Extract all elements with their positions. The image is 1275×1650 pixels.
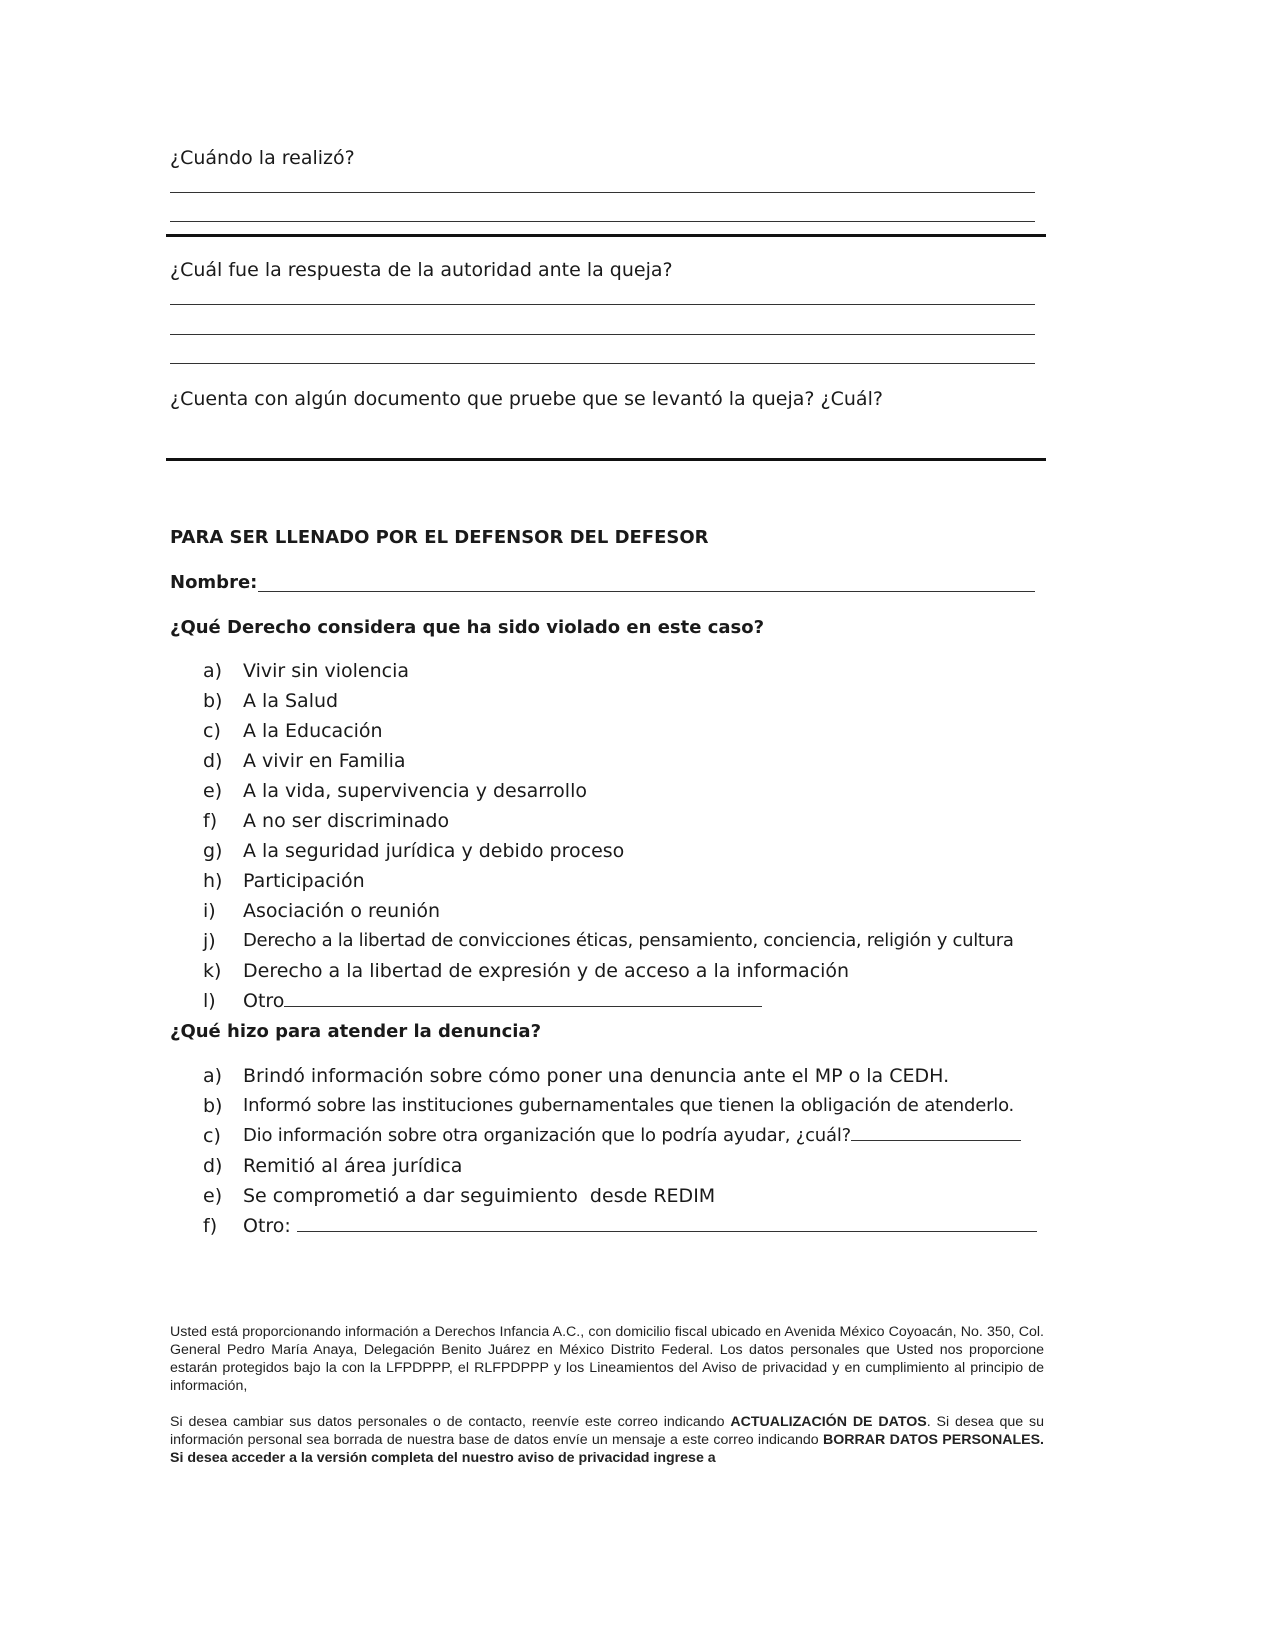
name-field[interactable] (258, 591, 1035, 592)
list-item[interactable] (203, 1061, 1043, 1091)
item-text: Participación (243, 870, 365, 892)
item-text: Brindó información sobre cómo poner una denuncia ante el MP o la CEDH. (243, 1065, 950, 1087)
privacy-paragraph-2 (170, 1413, 1044, 1467)
list-item[interactable] (203, 986, 1043, 1016)
item-text: Remitió al área jurídica (243, 1155, 463, 1177)
actions-question: ¿Qué hizo para atender la denuncia? (170, 1021, 542, 1042)
item-marker: c) (203, 720, 221, 742)
item-marker: g) (203, 840, 223, 862)
item-marker: i) (203, 900, 216, 922)
item-text: A la Educación (243, 720, 383, 742)
item-text: Derecho a la libertad de expresión y de acceso a la información (243, 960, 850, 982)
question-authority-response: ¿Cuál fue la respuesta de la autoridad ante la queja? (170, 259, 673, 281)
item-text: Otro: (243, 1215, 291, 1237)
other-right-field[interactable] (284, 988, 762, 1007)
list-item[interactable] (203, 1151, 1043, 1181)
answer-line[interactable] (170, 334, 1035, 335)
item-marker: b) (203, 1095, 223, 1117)
privacy-keyword-delete: BORRAR DATOS PERSONALES. Si desea acceder a la versión completa del nuestro aviso de privacidad ingrese a (170, 1432, 1044, 1466)
item-text: A la vida, supervivencia y desarrollo (243, 780, 587, 802)
list-item[interactable] (203, 1091, 1043, 1121)
list-item[interactable] (203, 926, 1043, 956)
item-marker: a) (203, 660, 223, 682)
item-text: Otro (243, 990, 285, 1012)
list-item[interactable] (203, 896, 1043, 926)
item-marker: f) (203, 810, 218, 832)
item-text: A la Salud (243, 690, 339, 712)
list-item[interactable] (203, 806, 1043, 836)
item-marker: c) (203, 1125, 221, 1147)
item-marker: l) (203, 990, 216, 1012)
section-heading: PARA SER LLENADO POR EL DEFENSOR DEL DEFESOR (170, 527, 709, 548)
answer-line[interactable] (170, 192, 1035, 193)
list-item[interactable] (203, 1121, 1043, 1151)
answer-line[interactable] (170, 221, 1035, 222)
privacy-paragraph-1: Usted está proporcionando información a Derechos Infancia A.C., con domicilio fiscal ubicado en Avenida México Coyoacán, No. 350, Col. General Pedro María Anaya, Delegación Benito Juárez en México Distrito Federal. Los datos personales que Usted nos proporcione estarán protegidos bajo la con la LFPDPPP, el RLFPDPPP y los Lineamientos del Aviso de privacidad y en cumplimiento al principio de información, (170, 1324, 1044, 1394)
rights-question: ¿Qué Derecho considera que ha sido violado en este caso? (170, 617, 765, 638)
section-divider (166, 234, 1046, 237)
item-marker: j) (203, 930, 216, 952)
section-divider (166, 458, 1046, 461)
list-item[interactable] (203, 956, 1043, 986)
item-marker: e) (203, 1185, 223, 1207)
item-marker: k) (203, 960, 222, 982)
item-marker: f) (203, 1215, 218, 1237)
privacy-keyword-update: ACTUALIZACIÓN DE DATOS (730, 1414, 927, 1430)
answer-line[interactable] (170, 304, 1035, 305)
item-marker: a) (203, 1065, 223, 1087)
answer-line[interactable] (170, 363, 1035, 364)
name-label: Nombre: (170, 572, 258, 593)
item-marker: d) (203, 1155, 223, 1177)
list-item[interactable] (203, 866, 1043, 896)
question-when: ¿Cuándo la realizó? (170, 147, 355, 169)
item-marker: b) (203, 690, 223, 712)
item-text: Asociación o reunión (243, 900, 441, 922)
item-marker: e) (203, 780, 223, 802)
privacy-text: . Si desea que su información personal sea borrada de nuestra base de datos envíe un mensaje a este correo indicando (170, 1414, 1045, 1448)
list-item[interactable] (203, 686, 1043, 716)
list-item[interactable] (203, 1181, 1043, 1211)
item-text: A no ser discriminado (243, 810, 450, 832)
item-text: Informó sobre las instituciones gubernamentales que tienen la obligación de atenderlo. (243, 1095, 1015, 1116)
list-item[interactable] (203, 746, 1043, 776)
list-item[interactable] (203, 836, 1043, 866)
privacy-notice (170, 1323, 1044, 1467)
privacy-text: Si desea cambiar sus datos personales o de contacto, reenvíe este correo indicando (170, 1414, 731, 1430)
other-action-field[interactable] (297, 1213, 1037, 1232)
item-text: Vivir sin violencia (243, 660, 410, 682)
item-marker: h) (203, 870, 223, 892)
item-text: Derecho a la libertad de convicciones éticas, pensamiento, conciencia, religión y cultura (243, 930, 1014, 951)
list-item[interactable] (203, 656, 1043, 686)
item-text: Se comprometió a dar seguimiento desde REDIM (243, 1185, 716, 1207)
other-organization-field[interactable] (851, 1122, 1021, 1141)
list-item[interactable] (203, 716, 1043, 746)
item-text: Dio información sobre otra organización que lo podría ayudar, ¿cuál? (243, 1125, 851, 1146)
item-marker: d) (203, 750, 223, 772)
list-item[interactable] (203, 1211, 1043, 1241)
item-text: A la seguridad jurídica y debido proceso (243, 840, 625, 862)
item-text: A vivir en Familia (243, 750, 406, 772)
rights-list (203, 656, 1043, 1016)
list-item[interactable] (203, 776, 1043, 806)
question-document: ¿Cuenta con algún documento que pruebe que se levantó la queja? ¿Cuál? (170, 388, 883, 410)
actions-list (203, 1061, 1043, 1241)
